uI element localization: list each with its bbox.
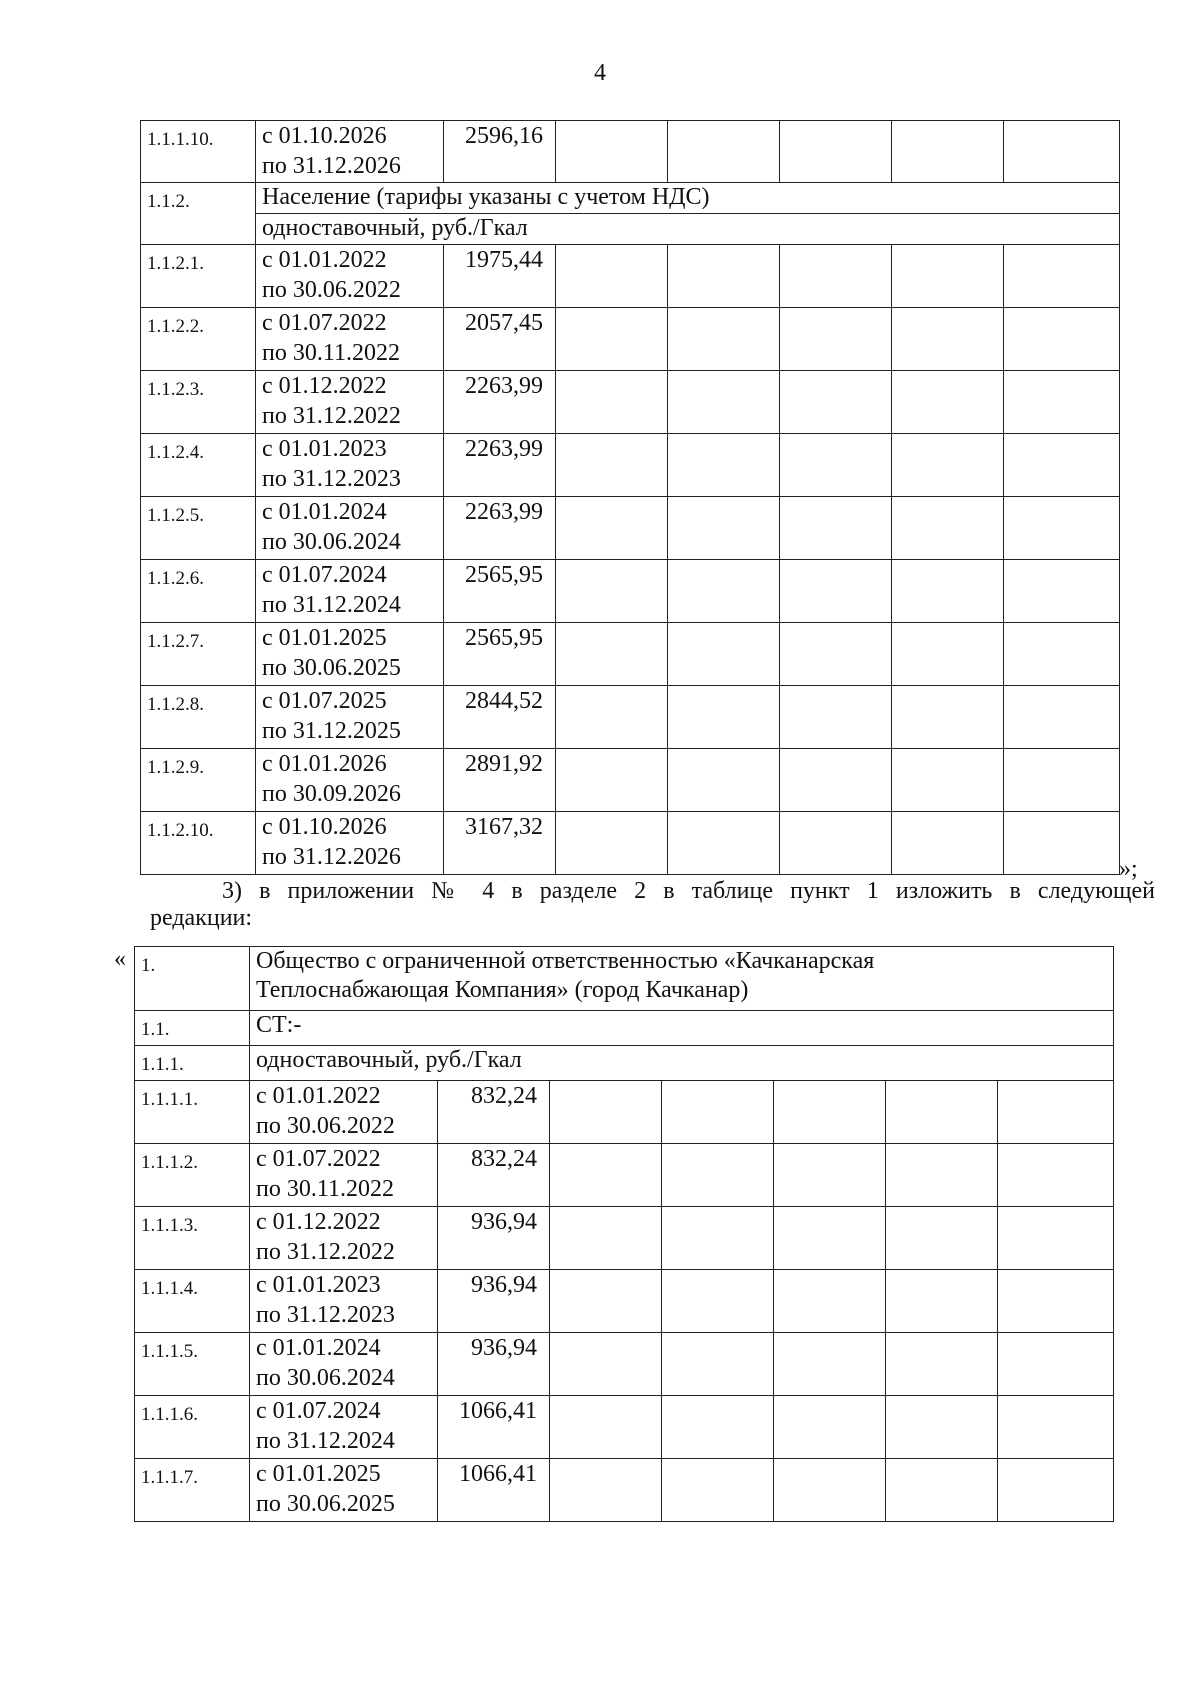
table-row <box>141 308 1120 371</box>
period-to: по 31.12.2022 <box>262 403 401 429</box>
empty-cell <box>556 686 668 749</box>
empty-cell <box>892 497 1004 560</box>
period-cell <box>256 497 444 560</box>
empty-cell <box>892 245 1004 308</box>
closing-quote: »; <box>1119 856 1138 882</box>
empty-cell <box>774 1207 886 1270</box>
empty-cell <box>774 1144 886 1207</box>
empty-cell <box>1004 434 1120 497</box>
tariff-value: 936,94 <box>438 1333 550 1396</box>
period-cell <box>250 1270 438 1333</box>
period-to: по 31.12.2026 <box>262 844 401 870</box>
empty-cell <box>780 623 892 686</box>
tariff-value: 2565,95 <box>444 623 556 686</box>
period-from: с 01.10.2026 <box>262 814 387 840</box>
opening-quote: « <box>114 946 126 972</box>
tariff-value: 832,24 <box>438 1081 550 1144</box>
empty-cell <box>892 434 1004 497</box>
tariff-value: 1975,44 <box>444 245 556 308</box>
table-row <box>141 371 1120 434</box>
empty-cell <box>662 1207 774 1270</box>
period-cell <box>256 434 444 497</box>
row-number: 1.1.1. <box>135 1046 250 1081</box>
period-cell <box>256 308 444 371</box>
row-number: 1.1.1.3. <box>135 1207 250 1270</box>
row-number: 1.1.2. <box>141 183 256 245</box>
empty-cell <box>662 1081 774 1144</box>
tariff-table-population <box>140 120 1120 875</box>
empty-cell <box>774 1081 886 1144</box>
row-number: 1.1.2.1. <box>141 245 256 308</box>
empty-cell <box>668 560 780 623</box>
empty-cell <box>668 434 780 497</box>
tariff-value: 2844,52 <box>444 686 556 749</box>
empty-cell <box>886 1144 998 1207</box>
period-to: по 30.06.2025 <box>262 655 401 681</box>
period-cell <box>250 1333 438 1396</box>
period-from: с 01.07.2022 <box>262 310 387 336</box>
period-from: с 01.01.2023 <box>262 436 387 462</box>
period-from: с 01.01.2025 <box>262 625 387 651</box>
period-cell <box>256 686 444 749</box>
period-to: по 31.12.2026 <box>262 153 401 179</box>
empty-cell <box>556 497 668 560</box>
empty-cell <box>892 749 1004 812</box>
empty-cell <box>998 1081 1114 1144</box>
empty-cell <box>550 1396 662 1459</box>
empty-cell <box>668 686 780 749</box>
row-number: 1.1.2.4. <box>141 434 256 497</box>
period-cell <box>256 245 444 308</box>
period-to: по 31.12.2024 <box>262 592 401 618</box>
period-from: с 01.07.2024 <box>256 1398 381 1424</box>
amendment-paragraph <box>150 878 1155 932</box>
period-from: с 01.01.2026 <box>262 751 387 777</box>
empty-cell <box>550 1270 662 1333</box>
table-row <box>135 1270 1114 1333</box>
tariff-value: 1066,41 <box>438 1459 550 1522</box>
empty-cell <box>662 1270 774 1333</box>
table-row <box>141 749 1120 812</box>
period-from: с 01.01.2025 <box>256 1461 381 1487</box>
empty-cell <box>668 245 780 308</box>
tariff-value: 2565,95 <box>444 560 556 623</box>
table-row <box>141 121 1120 183</box>
table-row <box>135 1396 1114 1459</box>
table-row <box>135 1459 1114 1522</box>
empty-cell <box>892 560 1004 623</box>
org-row <box>135 947 1114 1011</box>
tariff-value: 3167,32 <box>444 812 556 875</box>
empty-cell <box>1004 497 1120 560</box>
empty-cell <box>662 1396 774 1459</box>
empty-cell <box>550 1459 662 1522</box>
period-cell <box>250 1459 438 1522</box>
empty-cell <box>662 1144 774 1207</box>
period-to: по 30.11.2022 <box>262 340 400 366</box>
row-number: 1.1.2.3. <box>141 371 256 434</box>
empty-cell <box>556 371 668 434</box>
empty-cell <box>886 1207 998 1270</box>
period-cell <box>256 371 444 434</box>
org-name-line2: Теплоснабжающая Компания» (город Качканар) <box>256 977 749 1003</box>
empty-cell <box>556 749 668 812</box>
empty-cell <box>998 1459 1114 1522</box>
period-from: с 01.01.2023 <box>256 1272 381 1298</box>
period-cell <box>256 121 444 183</box>
group-label: одноставочный, руб./Гкал <box>250 1046 1114 1081</box>
tariff-value: 936,94 <box>438 1270 550 1333</box>
group-subtitle: одноставочный, руб./Гкал <box>256 214 1120 245</box>
row-number: 1.1. <box>135 1011 250 1046</box>
row-number: 1.1.1.2. <box>135 1144 250 1207</box>
row-number: 1.1.2.10. <box>141 812 256 875</box>
empty-cell <box>998 1144 1114 1207</box>
empty-cell <box>780 121 892 183</box>
period-from: с 01.01.2022 <box>262 247 387 273</box>
empty-cell <box>668 371 780 434</box>
empty-cell <box>780 245 892 308</box>
empty-cell <box>780 497 892 560</box>
empty-cell <box>780 686 892 749</box>
empty-cell <box>774 1333 886 1396</box>
tariff-value: 2596,16 <box>444 121 556 183</box>
tariff-value: 2263,99 <box>444 434 556 497</box>
period-to: по 30.09.2026 <box>262 781 401 807</box>
row-number: 1.1.2.2. <box>141 308 256 371</box>
row-number: 1.1.1.10. <box>141 121 256 183</box>
table-row <box>135 1144 1114 1207</box>
st-label: СТ:- <box>250 1011 1114 1046</box>
empty-cell <box>1004 686 1120 749</box>
period-from: с 01.10.2026 <box>262 123 387 149</box>
paragraph-first-line: 3) в приложении № 4 в разделе 2 в таблице пункт 1 изложить в следующей <box>222 878 1155 904</box>
row-number: 1.1.1.6. <box>135 1396 250 1459</box>
group-row <box>141 183 1120 214</box>
empty-cell <box>780 308 892 371</box>
empty-cell <box>886 1396 998 1459</box>
period-from: с 01.01.2024 <box>262 499 387 525</box>
empty-cell <box>668 623 780 686</box>
period-cell <box>256 623 444 686</box>
period-to: по 31.12.2023 <box>262 466 401 492</box>
row-number: 1.1.1.1. <box>135 1081 250 1144</box>
empty-cell <box>886 1270 998 1333</box>
empty-cell <box>998 1270 1114 1333</box>
empty-cell <box>892 371 1004 434</box>
empty-cell <box>780 749 892 812</box>
empty-cell <box>886 1081 998 1144</box>
empty-cell <box>892 121 1004 183</box>
row-number: 1.1.2.8. <box>141 686 256 749</box>
table-row <box>135 1081 1114 1144</box>
table-row <box>141 560 1120 623</box>
period-to: по 31.12.2023 <box>256 1302 395 1328</box>
empty-cell <box>1004 560 1120 623</box>
period-to: по 30.11.2022 <box>256 1176 394 1202</box>
tariff-value: 2263,99 <box>444 497 556 560</box>
period-from: с 01.07.2022 <box>256 1146 381 1172</box>
org-name-line1: Общество с ограниченной ответственностью «Качканарская <box>256 948 875 974</box>
empty-cell <box>556 623 668 686</box>
period-cell <box>256 749 444 812</box>
period-from: с 01.12.2022 <box>256 1209 381 1235</box>
period-cell <box>250 1144 438 1207</box>
empty-cell <box>668 749 780 812</box>
empty-cell <box>1004 749 1120 812</box>
empty-cell <box>668 812 780 875</box>
empty-cell <box>1004 245 1120 308</box>
period-to: по 30.06.2022 <box>262 277 401 303</box>
empty-cell <box>668 308 780 371</box>
tariff-value: 936,94 <box>438 1207 550 1270</box>
empty-cell <box>550 1333 662 1396</box>
table1-rows <box>141 245 1120 875</box>
empty-cell <box>780 812 892 875</box>
table-row <box>135 1333 1114 1396</box>
table-row <box>141 245 1120 308</box>
period-cell <box>256 560 444 623</box>
empty-cell <box>774 1270 886 1333</box>
tariff-value: 2057,45 <box>444 308 556 371</box>
row-number: 1. <box>135 947 250 1011</box>
empty-cell <box>550 1207 662 1270</box>
empty-cell <box>892 308 1004 371</box>
period-to: по 30.06.2022 <box>256 1113 395 1139</box>
row-number: 1.1.1.7. <box>135 1459 250 1522</box>
period-from: с 01.01.2024 <box>256 1335 381 1361</box>
empty-cell <box>886 1333 998 1396</box>
table-row <box>141 434 1120 497</box>
row-number: 1.1.2.5. <box>141 497 256 560</box>
empty-cell <box>998 1333 1114 1396</box>
group-subtitle-row <box>141 214 1120 245</box>
period-from: с 01.07.2025 <box>262 688 387 714</box>
empty-cell <box>998 1396 1114 1459</box>
empty-cell <box>998 1207 1114 1270</box>
table-row <box>141 812 1120 875</box>
empty-cell <box>662 1459 774 1522</box>
period-to: по 30.06.2024 <box>262 529 401 555</box>
empty-cell <box>1004 121 1120 183</box>
period-to: по 31.12.2024 <box>256 1428 395 1454</box>
empty-cell <box>662 1333 774 1396</box>
period-from: с 01.07.2024 <box>262 562 387 588</box>
empty-cell <box>1004 623 1120 686</box>
tariff-value: 2263,99 <box>444 371 556 434</box>
empty-cell <box>556 245 668 308</box>
period-cell <box>256 812 444 875</box>
paragraph-continuation: редакции: <box>150 905 253 931</box>
row-number: 1.1.2.9. <box>141 749 256 812</box>
group-title: Население (тарифы указаны с учетом НДС) <box>256 183 1120 214</box>
tariff-value: 2891,92 <box>444 749 556 812</box>
empty-cell <box>556 308 668 371</box>
table-row <box>141 686 1120 749</box>
tariff-value: 832,24 <box>438 1144 550 1207</box>
period-from: с 01.12.2022 <box>262 373 387 399</box>
table2-rows <box>135 1081 1114 1522</box>
table-row <box>135 1207 1114 1270</box>
period-to: по 30.06.2024 <box>256 1365 395 1391</box>
tariff-value: 1066,41 <box>438 1396 550 1459</box>
row-number: 1.1.2.7. <box>141 623 256 686</box>
period-to: по 30.06.2025 <box>256 1491 395 1517</box>
row-number: 1.1.1.4. <box>135 1270 250 1333</box>
group-row <box>135 1046 1114 1081</box>
st-row <box>135 1011 1114 1046</box>
empty-cell <box>774 1459 886 1522</box>
period-cell <box>250 1396 438 1459</box>
empty-cell <box>1004 812 1120 875</box>
empty-cell <box>892 623 1004 686</box>
empty-cell <box>550 1144 662 1207</box>
empty-cell <box>668 497 780 560</box>
empty-cell <box>668 121 780 183</box>
page-number: 4 <box>594 60 606 86</box>
row-number: 1.1.2.6. <box>141 560 256 623</box>
tariff-table-kachkanar <box>134 946 1114 1522</box>
empty-cell <box>1004 308 1120 371</box>
empty-cell <box>892 812 1004 875</box>
period-to: по 31.12.2025 <box>262 718 401 744</box>
period-from: с 01.01.2022 <box>256 1083 381 1109</box>
empty-cell <box>780 560 892 623</box>
empty-cell <box>780 434 892 497</box>
empty-cell <box>886 1459 998 1522</box>
empty-cell <box>1004 371 1120 434</box>
table-row <box>141 623 1120 686</box>
org-name <box>250 947 1114 1011</box>
period-to: по 31.12.2022 <box>256 1239 395 1265</box>
empty-cell <box>550 1081 662 1144</box>
empty-cell <box>774 1396 886 1459</box>
empty-cell <box>556 560 668 623</box>
empty-cell <box>556 434 668 497</box>
empty-cell <box>892 686 1004 749</box>
row-number: 1.1.1.5. <box>135 1333 250 1396</box>
period-cell <box>250 1207 438 1270</box>
empty-cell <box>780 371 892 434</box>
table-row <box>141 497 1120 560</box>
empty-cell <box>556 812 668 875</box>
period-cell <box>250 1081 438 1144</box>
empty-cell <box>556 121 668 183</box>
